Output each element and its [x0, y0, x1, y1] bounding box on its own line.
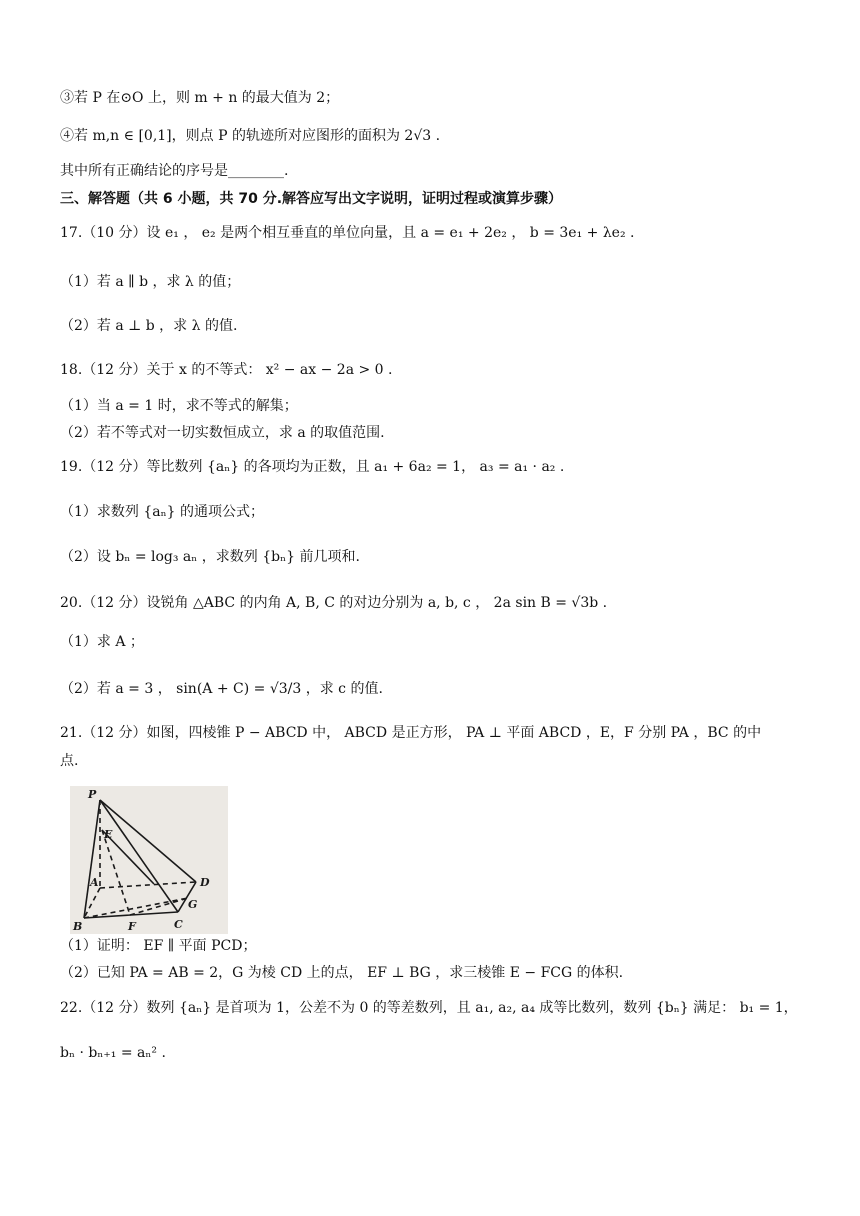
text-line: （1）求 A ；	[60, 634, 144, 650]
text-line: 21.（12 分）如图，四棱锥 P − ABCD 中， ABCD 是正方形， PA ⊥ 平面 ABCD ，E，F 分别 PA ，BC 的中	[60, 725, 762, 741]
label-d: D	[200, 876, 210, 889]
label-c: C	[174, 918, 183, 931]
edge-ad	[100, 882, 196, 888]
text-line: 20.（12 分）设锐角 △ABC 的内角 A, B, C 的对边分别为 a, b, c ， 2a sin B = √3b .	[60, 595, 608, 611]
text-line: （1）若 a ∥ b ，求 λ 的值；	[60, 274, 241, 290]
text-line: （2）若 a ⊥ b ，求 λ 的值.	[60, 318, 238, 334]
pyramid-diagram	[70, 786, 228, 934]
label-b: B	[73, 920, 83, 933]
text-line: （2）若 a = 3 ， sin(A + C) = √3/3 ，求 c 的值.	[60, 681, 383, 697]
text-line: 三、解答题（共 6 小题，共 70 分.解答应写出文字说明，证明过程或演算步骤）	[60, 191, 563, 207]
label-e: E	[104, 828, 113, 841]
text-line: （1）求数列 {aₙ} 的通项公式；	[60, 504, 265, 520]
label-p: P	[88, 788, 97, 801]
label-f: F	[128, 920, 136, 933]
text-line: 18.（12 分）关于 x 的不等式： x² − ax − 2a > 0 .	[60, 362, 393, 378]
text-line: （1）证明： EF ∥ 平面 PCD；	[60, 938, 257, 954]
text-line: ③若 P 在⊙O 上，则 m + n 的最大值为 2；	[60, 90, 340, 106]
text-line: 其中所有正确结论的序号是________.	[60, 163, 289, 179]
text-line: （2）设 bₙ = log₃ aₙ ，求数列 {bₙ} 前几项和.	[60, 549, 360, 565]
text-line: 17.（10 分）设 e₁ ， e₂ 是两个相互垂直的单位向量，且 a = e₁ + 2e₂ ， b = 3e₁ + λe₂ .	[60, 225, 635, 241]
text-line: 点.	[60, 753, 79, 769]
text-line: （2）若不等式对一切实数恒成立，求 a 的取值范围.	[60, 425, 385, 441]
text-line: （1）当 a = 1 时，求不等式的解集；	[60, 398, 298, 414]
text-line: ④若 m,n ∈ [0,1]，则点 P 的轨迹所对应图形的面积为 2√3 .	[60, 128, 441, 144]
text-line: 22.（12 分）数列 {aₙ} 是首项为 1，公差不为 0 的等差数列，且 a₁, a₂, a₄ 成等比数列，数列 {bₙ} 满足： b₁ = 1，	[60, 1000, 798, 1016]
segment-ef	[102, 830, 130, 915]
edge-pb	[84, 800, 100, 918]
text-line: 19.（12 分）等比数列 {aₙ} 的各项均为正数，且 a₁ + 6a₂ = 1， a₃ = a₁ · a₂ .	[60, 459, 565, 475]
text-line: bₙ · bₙ₊₁ = aₙ² .	[60, 1045, 166, 1061]
label-a: A	[90, 876, 99, 889]
text-line: （2）已知 PA = AB = 2，G 为棱 CD 上的点， EF ⊥ BG ，求三棱锥 E − FCG 的体积.	[60, 965, 624, 981]
pyramid-figure	[70, 786, 228, 934]
label-g: G	[188, 898, 198, 911]
